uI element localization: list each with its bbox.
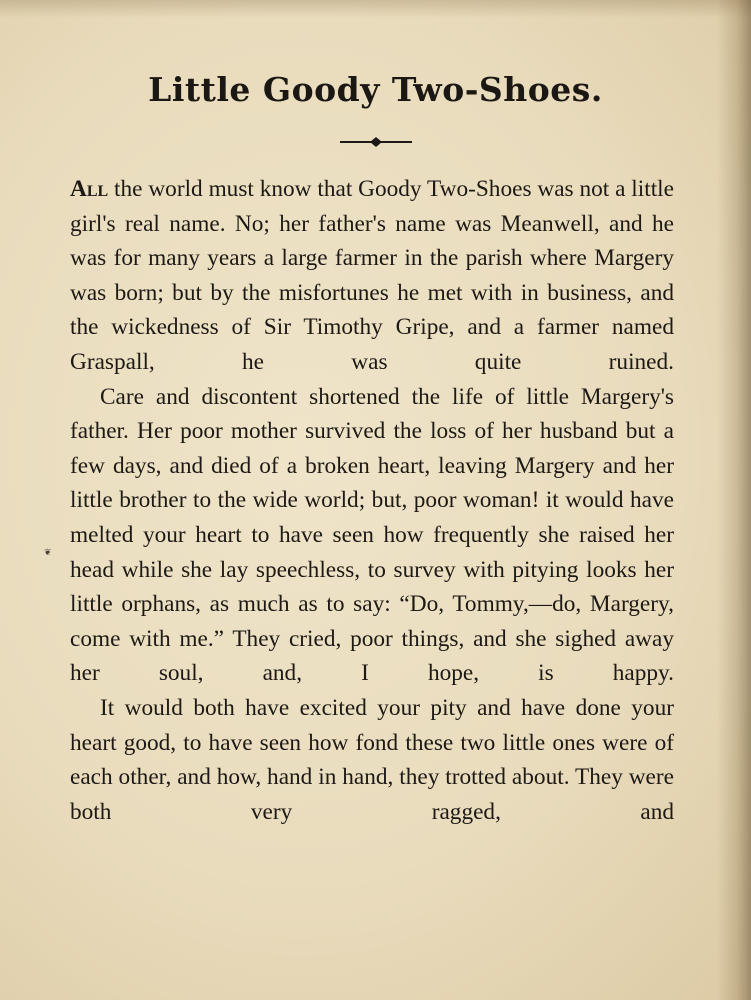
page-spine-shadow bbox=[717, 0, 751, 1000]
title-ornament bbox=[340, 135, 412, 149]
page-top-shadow bbox=[0, 0, 751, 18]
body-text bbox=[70, 172, 674, 829]
margin-speck-glyph: ❦ bbox=[44, 548, 52, 558]
paragraph-2: Care and discontent shortened the life of little Margery's father. Her poor mother survived the loss of her husband but a few days, and died of a broken heart, leaving Margery and her little brother to the wide world; but, poor woman! it would have melted your heart to have seen how frequently she raised her head while she lay speechless, to survey with pitying looks her little orphans, as much as to say: “Do, Tommy,—do, Margery, come with me.” They cried, poor things, and she sighed away her soul, and, I hope, is happy. bbox=[70, 383, 674, 687]
paragraph-1 bbox=[70, 172, 674, 380]
page-title: Little Goody Two-Shoes. bbox=[148, 70, 603, 109]
paragraph-3: It would both have excited your pity and have done your heart good, to have seen how fond these two little ones were of each other, and how, hand in hand, they trotted about. They were both very ragged, and bbox=[70, 694, 674, 825]
paragraph-1-text: the world must know that Goody Two-Shoes was not a little girl's real name. No; her father's name was Meanwell, and he was for many years a large farmer in the parish where Margery was born; but by the misfortunes he met with in business, and the wickedness of Sir Timothy Gripe, and a farmer named Graspall, he was quite ruined. bbox=[70, 176, 674, 375]
paragraph-1-lead-word: All bbox=[70, 176, 109, 202]
